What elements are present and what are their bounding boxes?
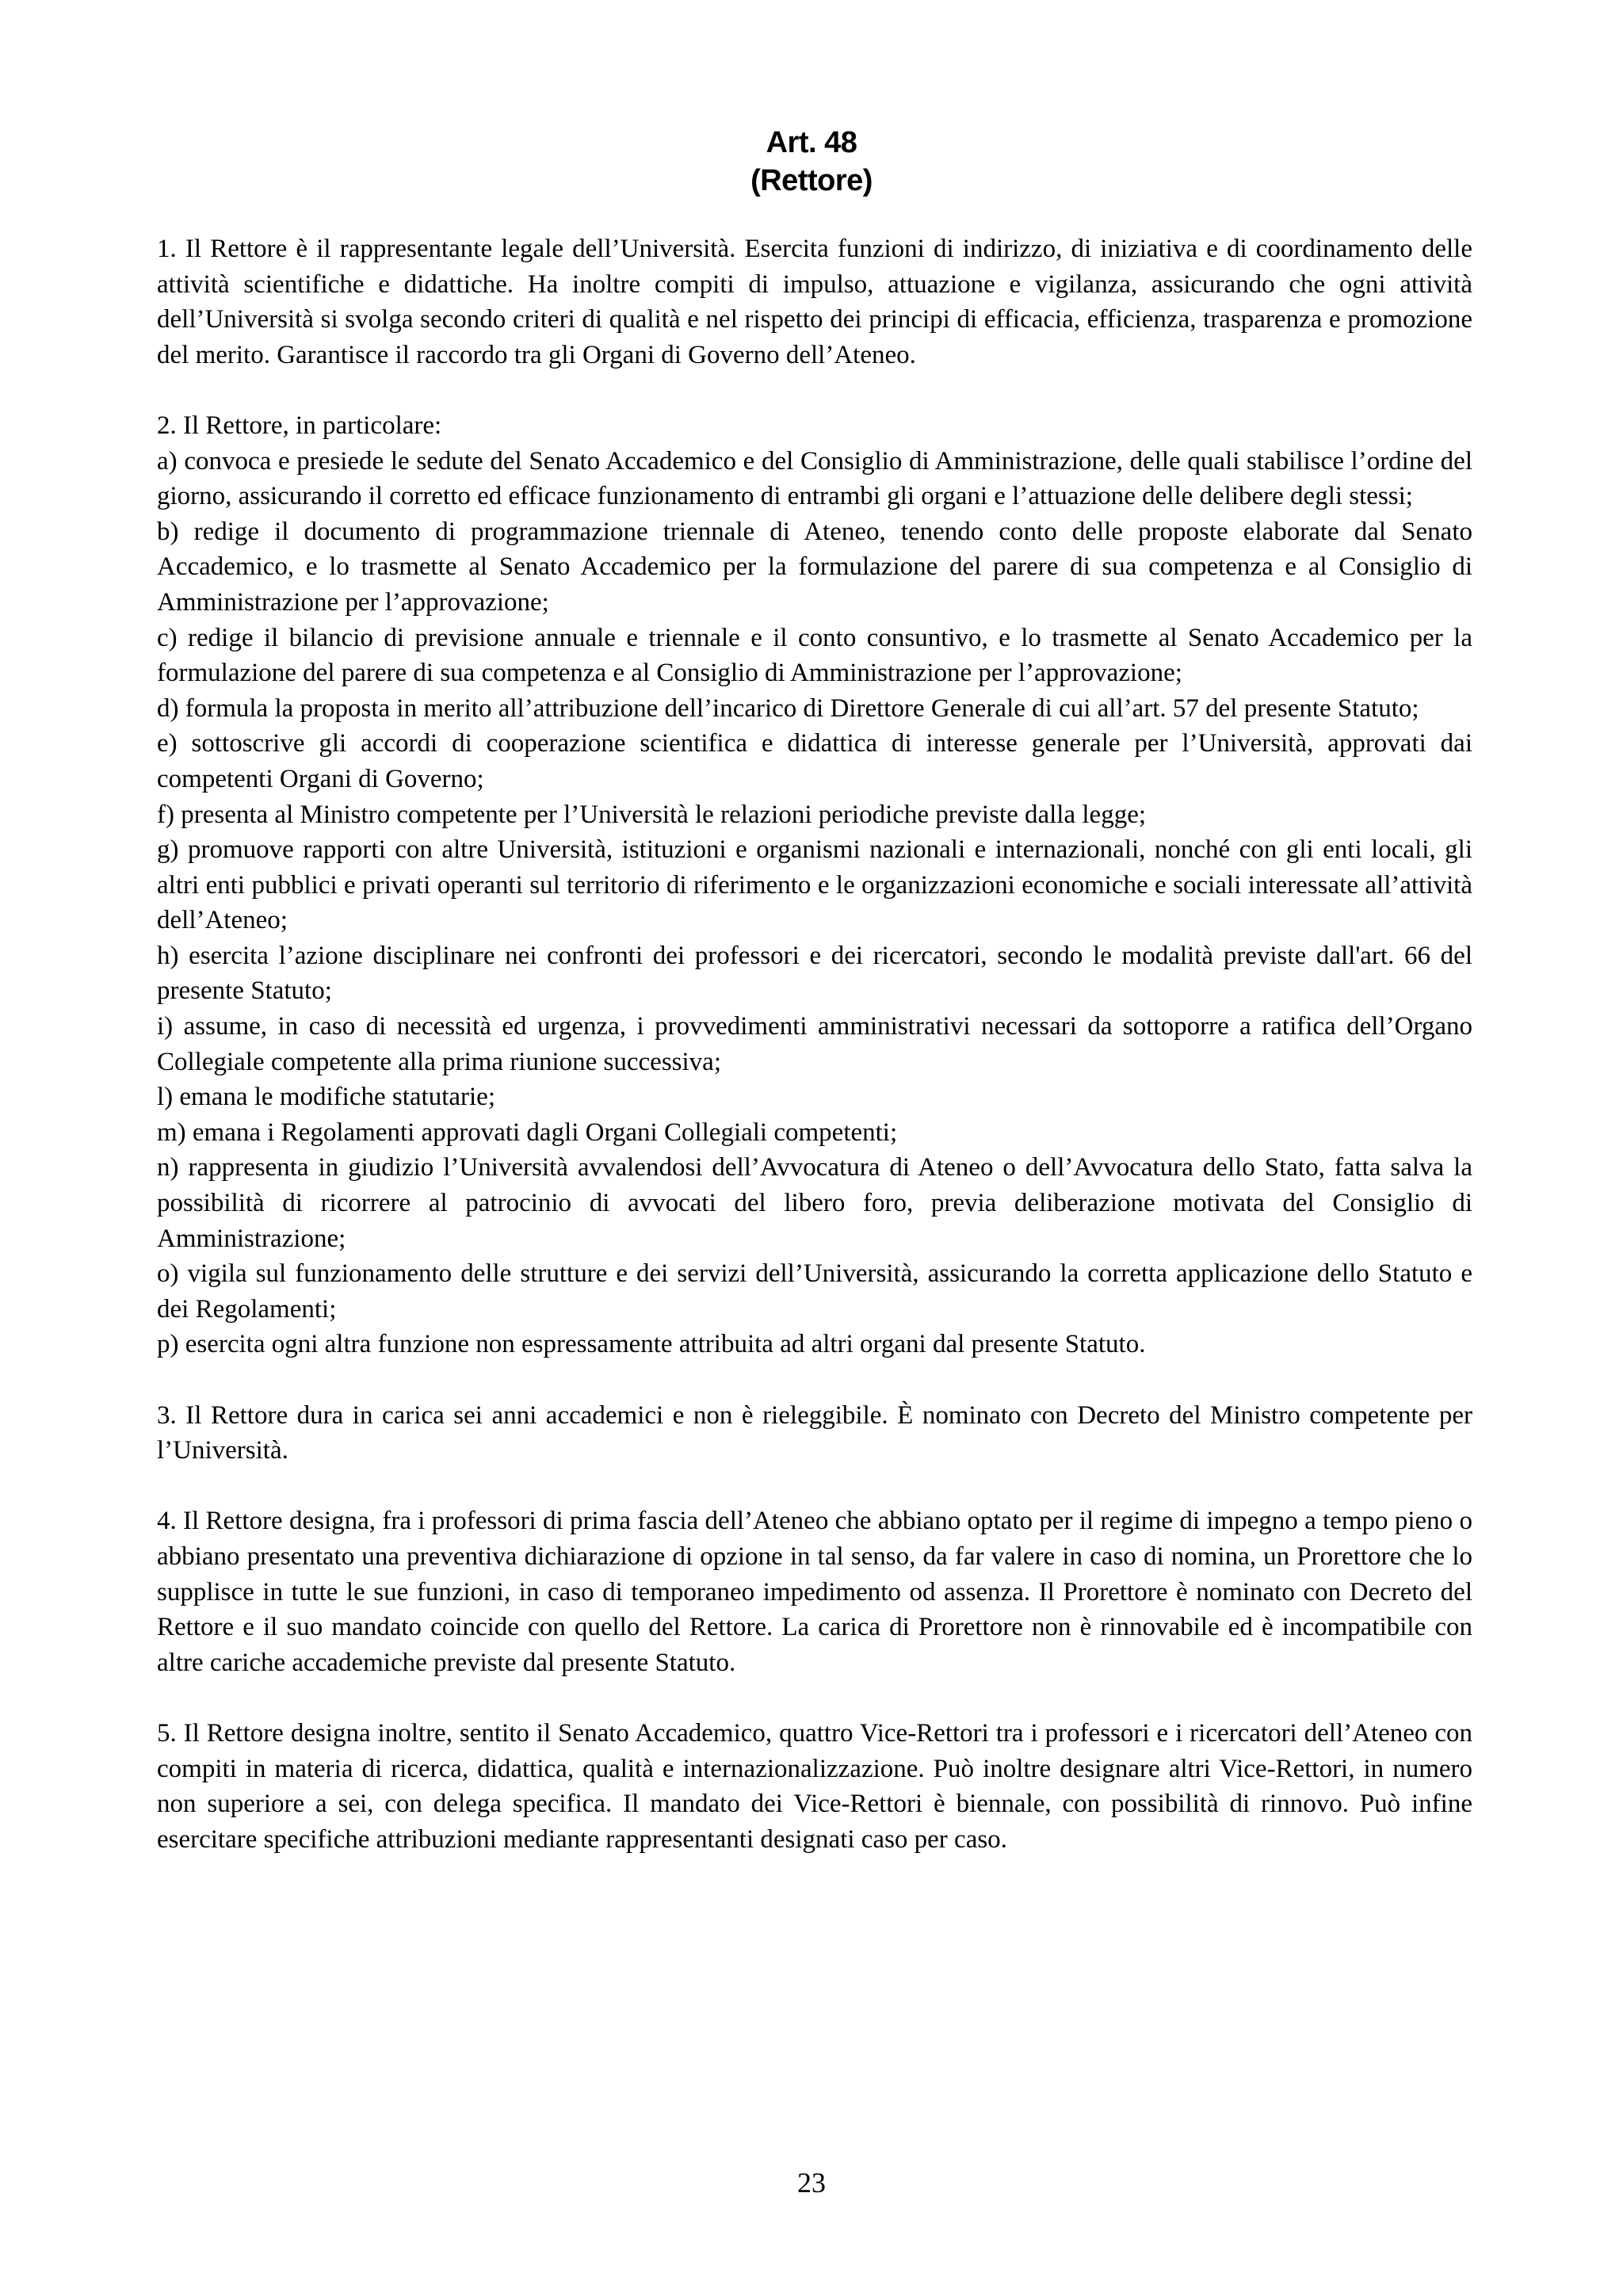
paragraph-4: 4. Il Rettore designa, fra i professori di prima fascia dell’Ateneo che abbiano optato per il regime di impegno a tempo pieno o abbiano presentato una preventiva dichiarazione di opzione in tal senso, da far valere in caso di nomina, un Prorettore che lo supplisce in tutte le sue funzioni, in caso di temporaneo impedimento od assenza. Il Prorettore è nominato con Decreto del Rettore e il suo mandato coincide con quello del Rettore. La carica di Prorettore non è rinnovabile ed è incompatibile con altre cariche accademiche previste dal presente Statuto. [157,1507,1472,1677]
list-item: b) redige il documento di programmazione triennale di Ateneo, tenendo conto delle proposte elaborate dal Senato Accademico, e lo trasmette al Senato Accademico per la formulazione del parere di sua competenza e al Consiglio di Amministrazione per l’approvazione; [157,517,1472,617]
list-item: h) esercita l’azione disciplinare nei confronti dei professori e dei ricercatori, secondo le modalità previste dall'art. 66 del presente Statuto; [157,941,1472,1006]
article-body [157,231,1472,1893]
list-item: m) emana i Regolamenti approvati dagli Organi Collegiali competenti; [157,1117,898,1147]
list-item: i) assume, in caso di necessità ed urgenza, i provvedimenti amministrativi necessari da sottoporre a ratifica dell’Organo Collegiale competente alla prima riunione successiva; [157,1012,1472,1076]
list-item: p) esercita ogni altra funzione non espressamente attribuita ad altri organi dal presente Statuto. [157,1330,1146,1359]
list-item: e) sottoscrive gli accordi di cooperazione scientifica e didattica di interesse generale per l’Università, approvati dai competenti Organi di Governo; [157,729,1472,793]
list-item: l) emana le modifiche statutarie; [157,1083,495,1112]
list-item: n) rappresenta in giudizio l’Università avvalendosi dell’Avvocatura di Ateneo o dell’Avvocatura dello Stato, fatta salva la possibilità di ricorrere al patrocinio di avvocati del libero foro, previa deliberazione motivata del Consiglio di Amministrazione; [157,1153,1472,1253]
list-item: o) vigila sul funzionamento delle strutture e dei servizi dell’Università, assicurando la corretta applicazione dello Statuto e dei Regolamenti; [157,1259,1472,1324]
list-item: c) redige il bilancio di previsione annuale e triennale e il conto consuntivo, e lo trasmette al Senato Accademico per la formulazione del parere di sua competenza e al Consiglio di Amministrazione per l’approvazione; [157,623,1472,688]
paragraph-2 [157,408,1472,1362]
paragraph-1: 1. Il Rettore è il rappresentante legale dell’Università. Esercita funzioni di indirizzo, di iniziativa e di coordinamento delle attività scientifiche e didattiche. Ha inoltre compiti di impulso, attuazione e vigilanza, assicurando che ogni attività dell’Università si svolga secondo criteri di qualità e nel rispetto dei principi di efficacia, efficienza, trasparenza e promozione del merito. Garantisce il raccordo tra gli Organi di Governo dell’Ateneo. [157,235,1472,369]
paragraph-2-intro: 2. Il Rettore, in particolare: [157,411,442,440]
list-item: f) presenta al Ministro competente per l’Università le relazioni periodiche previste dalla legge; [157,800,1147,829]
page-number: 23 [797,2167,826,2199]
list-item: a) convoca e presiede le sedute del Senato Accademico e del Consiglio di Amministrazione, delle quali stabilisce l’ordine del giorno, assicurando il corretto ed efficace funzionamento di entrambi gli organi e l’attuazione delle delibere degli stessi; [157,446,1472,511]
list-item: d) formula la proposta in merito all’attribuzione dell’incarico di Direttore Generale di cui all’art. 57 del presente Statuto; [157,693,1419,723]
paragraph-3: 3. Il Rettore dura in carica sei anni accademici e non è rieleggibile. È nominato con Decreto del Ministro competente per l’Università. [157,1400,1472,1465]
paragraph-5: 5. Il Rettore designa inoltre, sentito il Senato Accademico, quattro Vice-Rettori tra i professori e i ricercatori dell’Ateneo con compiti in materia di ricerca, didattica, qualità e internazionalizzazione. Può inoltre designare altri Vice-Rettori, in numero non superiore a sei, con delega specifica. Il mandato dei Vice-Rettori è biennale, con possibilità di rinnovo. Può infine esercitare specifiche attribuzioni mediante rappresentanti designati caso per caso. [157,1718,1472,1854]
list-item: g) promuove rapporti con altre Università, istituzioni e organismi nazionali e internazionali, nonché con gli enti locali, gli altri enti pubblici e privati operanti sul territorio di riferimento e le organizzazioni economiche e sociali interessate all’attività dell’Ateneo; [157,835,1472,935]
article-title: (Rettore) [750,164,873,197]
article-number: Art. 48 [766,126,857,159]
